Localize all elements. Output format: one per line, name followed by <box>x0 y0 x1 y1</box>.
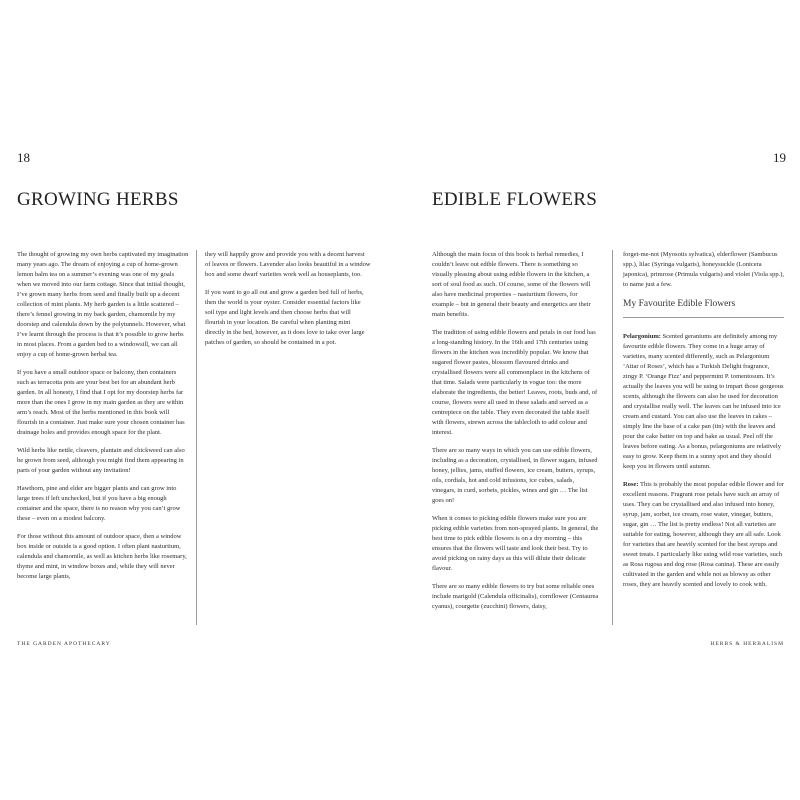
left-page-footer: THE GARDEN APOTHECARY <box>17 641 111 647</box>
paragraph: For those without this amount of outdoor space, then a window box inside or outside is a good option. I often plant nasturtium, calendula and chamomile, as well as kitchen herbs like rosemary, thyme and mint, in window boxes and, while they will never become large plants, <box>17 533 187 580</box>
paragraph: The thought of growing my own herbs captivated my imagination many years ago. The dream of enjoying a cup of home-grown lemon balm tea on a summer’s evening was one of my goals when we moved into our farm cottage. Since that initial thought, I’ve grown many herbs from seed and finally built up a decent collection of mint plants. My herb garden is a little scattered – there’s fennel growing in my back garden, chamomile by my doorstep and calendula down by the polytunnels. However, what I’ve learnt through the process is that it’s possible to grow herbs in most places. From a garden bed to a windowsill, we can all enjoy a cup of home-grown herbal tea. <box>17 251 189 358</box>
paragraph: Hawthorn, pine and elder are bigger plants and can grow into large trees if left unchecked, but if you have a big enough container and the space, there is no reason why you can’t grow these – even on a modest balcony. <box>17 485 181 522</box>
flower-entry-pelargonium <box>623 332 784 472</box>
subheading-favourite-flowers: My Favourite Edible Flowers <box>623 298 784 318</box>
right-column-2 <box>623 250 784 598</box>
entry-text: This is probably the most popular edible flower and for excellent reasons. Fragrant rose petals have such an array of uses. They can be crystallised and also infused into honey, syrup, jam, sorbet, ice cream, rose water, vinegar, butters, sugar, gin … The list is pretty endless! Not all varieties are suitable for eating, however, although they are all safe. Look for varieties that are heavily scented for the best syrups and sweet treats. I particularly like using wild rose varieties, such as Rosa rugosa and dog rose (Rosa canina). These are easily cultivated in the garden and while not as blowsy as other roses, they are heavily scented and lovely to cook with. <box>623 481 784 588</box>
entry-lead: Pelargonium: <box>623 333 661 340</box>
right-page-heading: EDIBLE FLOWERS <box>432 189 598 210</box>
column-divider <box>612 250 613 625</box>
paragraph: they will happily grow and provide you with a decent harvest of leaves or flowers. Lavender also looks beautiful in a window box and some dwarf varieties work well as houseplants, too. <box>205 251 371 278</box>
paragraph: forget-me-not (Myosotis sylvatica), elderflower (Sambucus spp.), lilac (Syringa vulgaris), honeysuckle (Lonicera japonica), primrose (Primula vulgaris) and violet (Viola spp.), to name just a few. <box>623 251 784 288</box>
paragraph: If you want to go all out and grow a garden bed full of herbs, then the world is your oyster. Consider essential factors like soil type and light levels and then choose herbs that will flourish in your location. Be careful when planting mint directly in the bed, however, as it does love to take over large patches of garden, so should be contained in a pot. <box>205 289 365 346</box>
flower-entry-rose <box>623 480 784 590</box>
column-divider <box>196 250 197 625</box>
entry-lead: Rose: <box>623 481 639 488</box>
right-page-footer: HERBS & HERBALISM <box>710 641 784 647</box>
right-column-1 <box>432 250 599 620</box>
paragraph: There are so many edible flowers to try but some reliable ones include marigold (Calendula officinalis), cornflower (Centaurea cyanus), courgette (zucchini) flowers, daisy, <box>432 583 599 610</box>
left-column-2 <box>205 250 371 356</box>
left-column-1 <box>17 250 189 590</box>
entry-text: Scented geraniums are definitely among my favourite edible flowers. They come in a huge array of varieties, many scented differently, such as Pelargonium ‘Attar of Roses’, which has a Turkish Delight fragrance, zingy P. ‘Orange Fizz’ and peppermint P. tomentosum. It’s actually the leaves you will be using to impart those gorgeous scents, although the flowers can also be used for decoration and crystallise really well. The leaves can be infused into ice cream and custard. You can also use the leaves in cakes – simply line the base of a cake pan (tin) with the leaves and pour the cake batter on top and bake as usual. Peel off the leaves before eating. As a bonus, pelargoniums are relatively easy to grow. Keep them in a sunny spot and they should keep you in flowers until autumn. <box>623 333 784 470</box>
paragraph: The tradition of using edible flowers and petals in our food has a long-standing history. In the 16th and 17th centuries using flowers in the kitchen was incredibly popular. We know that sugared flower pastes, blossom flavoured drinks and crystallised flowers were all commonplace in the kitchens of that time. Salads were particularly in vogue too: the more elaborate the ingredients, the better! Leaves, roots, buds and, of course, flowers were all used in these salads and served as a centrepiece on the table. They even decorated the table itself with flowers, strewn across the tablecloth to add colour and interest. <box>432 329 598 436</box>
paragraph: When it comes to picking edible flowers make sure you are picking edible varieties from non-sprayed plants. In general, the best time to pick edible flowers is on a dry morning – this ensures that the flowers will taste and look their best. Try to avoid picking on rainy days as this will dilute their delicate flavour. <box>432 515 599 572</box>
left-page-number: 18 <box>17 150 30 165</box>
left-page-heading: GROWING HERBS <box>17 189 179 210</box>
paragraph: If you have a small outdoor space or balcony, then containers such as terracotta pots are your best bet for an abundant herb garden. In all honesty, I find that I opt for my doorstep herbs far more than the ones I grow in my main garden as they are within arm’s reach. Most of the herbs mentioned in this book will flourish in a container. Just make sure your chosen container has drainage holes and provides enough space for the plant. <box>17 369 185 436</box>
paragraph: Wild herbs like nettle, cleavers, plantain and chickweed can also be grown from seed, although you might find them appearing in parts of your garden without any invitation! <box>17 447 185 474</box>
paragraph: Although the main focus of this book is herbal remedies, I couldn’t leave out edible flowers. There is something so visually pleasing about using edible flowers in the kitchen, a sort of soul food as such. Of course, some of the flowers will also have medicinal properties – nasturtium flowers, for example – but in general their beauty and energetics are their main benefits. <box>432 251 591 318</box>
paragraph: There are so many ways in which you can use edible flowers, including as a decoration, crystallised, in flower sugars, infused honey, jellies, jams, stuffed flowers, ice cream, butters, syrups, oils, cordials, hot and cold infusions, ice cubes, salads, vinegars, in curd, sorbets, pickles, wines and gin … The list goes on! <box>432 447 598 504</box>
right-page-number: 19 <box>773 150 786 165</box>
